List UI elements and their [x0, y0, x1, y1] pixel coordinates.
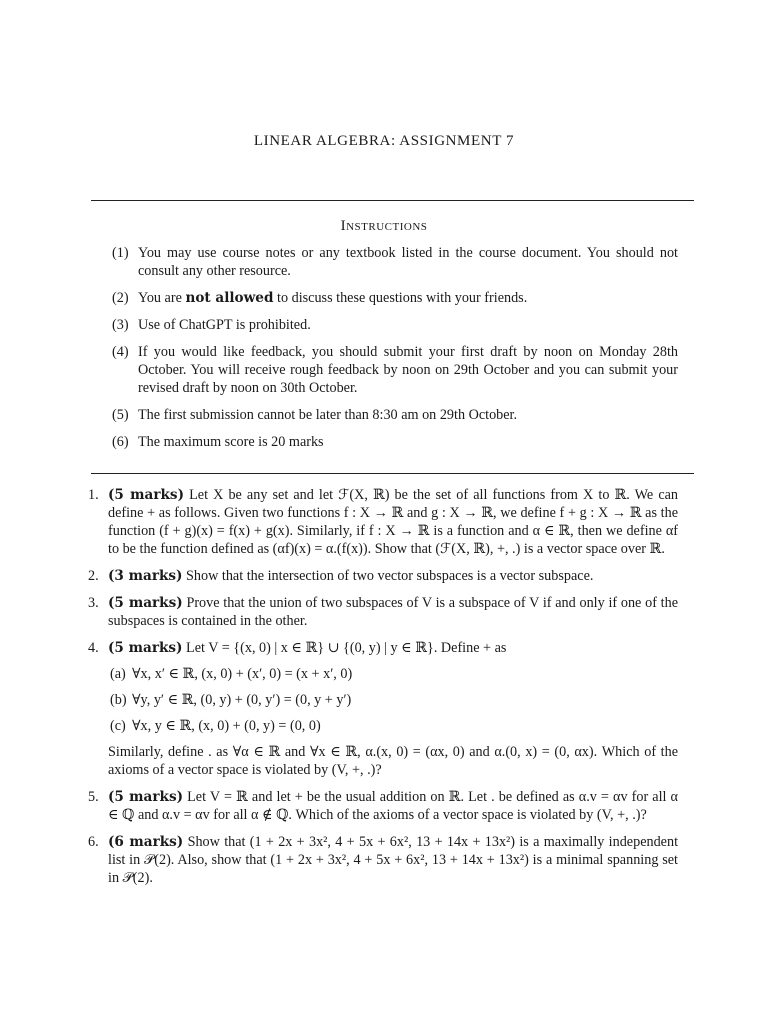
- subitem-text: ∀y, y′ ∈ ℝ, (0, y) + (0, y′) = (0, y + y′): [132, 692, 352, 708]
- instruction-item: [112, 433, 678, 451]
- subitem-text: ∀x, x′ ∈ ℝ, (x, 0) + (x′, 0) = (x + x′, 0): [132, 666, 353, 682]
- instruction-text: You may use course notes or any textbook listed in the course document. You should not consult any other resource.: [138, 245, 678, 279]
- instruction-text: The maximum score is 20 marks: [138, 434, 324, 450]
- top-divider: [91, 200, 694, 201]
- instruction-text: Use of ChatGPT is prohibited.: [138, 317, 311, 333]
- instruction-item: [112, 244, 678, 280]
- subitem-label: (a): [110, 666, 126, 682]
- problem-1: [88, 486, 678, 558]
- instruction-item: [112, 316, 678, 334]
- instructions-list: [112, 244, 678, 460]
- subitem-c: [110, 717, 678, 735]
- instruction-number: (3): [112, 317, 129, 333]
- problem-followup-text: Similarly, define . as ∀α ∈ ℝ and ∀x ∈ ℝ, α.(x, 0) = (αx, 0) and α.(0, x) = (0, αx). Which of the axioms of a vector space is violated by (V, +, .)?: [108, 744, 678, 778]
- problem-marks: (3 marks): [108, 568, 183, 584]
- instruction-number: (1): [112, 245, 129, 261]
- problem-3: [88, 594, 678, 630]
- problem-number: 6.: [88, 834, 99, 850]
- instruction-text: If you would like feedback, you should submit your first draft by noon on Monday 28th October. You will receive rough feedback by noon on 29th October and you can submit your revised draft by noon on 30th October.: [138, 344, 678, 396]
- problem-number: 5.: [88, 789, 99, 805]
- problem-text: Let V = {(x, 0) | x ∈ ℝ} ∪ {(0, y) | y ∈ ℝ}. Define + as: [186, 640, 507, 656]
- problem-5: [88, 788, 678, 824]
- subitem-label: (c): [110, 718, 126, 734]
- subitem-a: [110, 665, 678, 683]
- problem-marks: (5 marks): [108, 595, 183, 611]
- problem-number: 1.: [88, 487, 99, 503]
- problem-6: [88, 833, 678, 887]
- problem-2: [88, 567, 678, 585]
- instructions-heading: Instructions: [340, 218, 428, 234]
- subitem-label: (b): [110, 692, 127, 708]
- instruction-item: [112, 289, 678, 307]
- instruction-text: The first submission cannot be later than 8:30 am on 29th October.: [138, 407, 518, 423]
- instruction-number: (5): [112, 407, 129, 423]
- instruction-number: (4): [112, 344, 129, 360]
- problem-marks: (5 marks): [108, 487, 185, 503]
- problem-text: Show that the intersection of two vector subspaces is a vector subspace.: [186, 568, 594, 584]
- problem-number: 4.: [88, 640, 99, 656]
- assignment-title: LINEAR ALGEBRA: ASSIGNMENT 7: [253, 133, 515, 149]
- problem-list: [88, 486, 678, 896]
- instruction-emphasis: not allowed: [185, 290, 274, 306]
- bottom-divider: [91, 473, 694, 474]
- subitem-b: [110, 691, 678, 709]
- problem-4: [88, 639, 678, 779]
- problem-marks: (5 marks): [108, 789, 184, 805]
- problem-text: Prove that the union of two subspaces of V is a subspace of V if and only if one of the subspaces is contained in the other.: [108, 595, 678, 629]
- problem-text: Let X be any set and let ℱ(X, ℝ) be the set of all functions from X to ℝ. We can define + as follows. Given two functions f : X → ℝ and g : X → ℝ, we define f + g : X → ℝ as the function (f + g)(x) = f(x) + g(x). Similarly, if f : X → ℝ is a function and α ∈ ℝ, then we define αf to be the function defined as (αf)(x) = α.(f(x)). Show that (ℱ(X, ℝ), +, .) is a vector space over ℝ.: [108, 487, 679, 557]
- instruction-text: to discuss these questions with your friends.: [273, 290, 528, 306]
- instruction-item: [112, 343, 678, 397]
- subitem-text: ∀x, y ∈ ℝ, (x, 0) + (0, y) = (0, 0): [132, 718, 321, 734]
- problem-marks: (6 marks): [108, 834, 184, 850]
- problem-number: 3.: [88, 595, 99, 611]
- instruction-text: You are: [138, 290, 186, 306]
- instruction-number: (6): [112, 434, 129, 450]
- problem-marks: (5 marks): [108, 640, 183, 656]
- problem-number: 2.: [88, 568, 99, 584]
- problem-text: Let V = ℝ and let + be the usual addition on ℝ. Let . be defined as α.v = αv for all α ∈ ℚ and α.v = αv for all α ∉ ℚ. Which of the axioms of a vector space is violated by (V, +, .)?: [108, 789, 678, 823]
- instruction-item: [112, 406, 678, 424]
- problem-text: Show that (1 + 2x + 3x², 4 + 5x + 6x², 13 + 14x + 13x²) is a maximally independent list in 𝒫(2). Also, show that (1 + 2x + 3x², 4 + 5x + 6x², 13 + 14x + 13x²) is a minimal spanning set in 𝒫(2).: [108, 834, 679, 886]
- instruction-number: (2): [112, 290, 129, 306]
